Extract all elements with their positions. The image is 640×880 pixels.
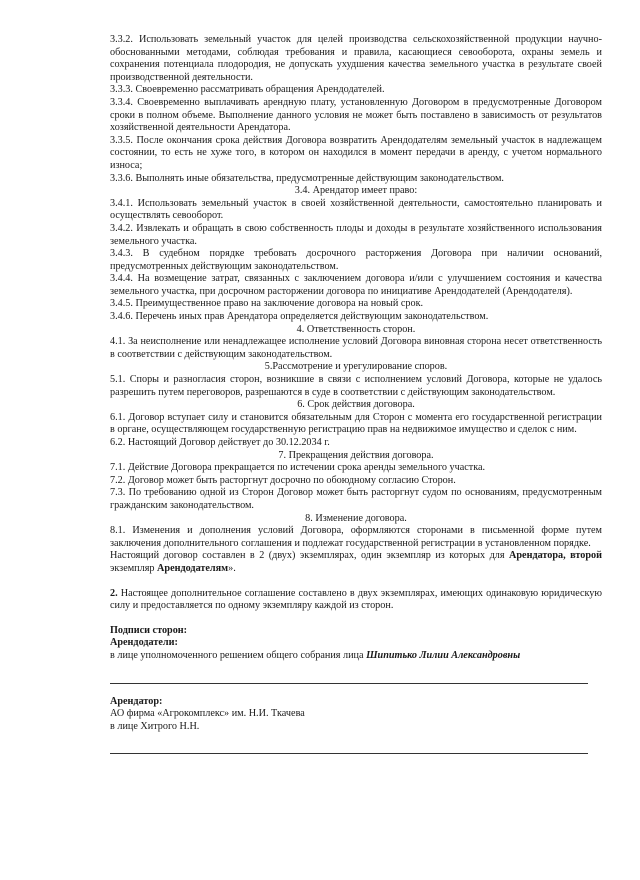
heading-5: 5.Рассмотрение и урегулирование споров.: [264, 361, 448, 373]
lessors-text: в лице уполномоченного решением общего собрания лица: [110, 649, 367, 661]
copies-paragraph: [110, 550, 602, 575]
document-page: [110, 34, 602, 754]
spacer: [110, 613, 602, 625]
clause-3-3-6: 3.3.6. Выполнять иные обязательства, предусмотренные действующим законодательством.: [110, 172, 504, 184]
spacer: [110, 576, 602, 588]
lessee-rep: в лице Хитрого Н.Н.: [110, 720, 200, 732]
clause-4-1: 4.1. За неисполнение или ненадлежащее исполнение условий Договора виновная сторона несет ответственность в соответствии с действующим законодательством.: [110, 336, 602, 360]
clause-3-4-3: 3.4.3. В судебном порядке требовать досрочного расторжения Договора при наличии оснований, предусмотренных действующим законодательством.: [110, 248, 602, 272]
clause-3-4-2: 3.4.2. Извлекать и обращать в свою собственность плоды и доходы в результате хозяйственного использования земельного участка.: [110, 222, 602, 247]
clause-3-3-4: 3.3.4. Своевременно выплачивать арендную плату, установленную Договором в предусмотренные Договором сроки в полном объеме. Выполнение данного условия не может быть поставлено в зависимость от результатов хозяйственной деятельности Арендатора.: [110, 96, 602, 134]
copies-bold-lessee: Арендатора, второй: [509, 550, 603, 562]
signature-line-lessee: [110, 753, 588, 754]
clause-3-3-2: 3.3.2. Использовать земельный участок для целей производства сельскохозяйственной продукции научно-обоснованными методами, соблюдая требования и правила, касающиеся севооборота, охраны земель и сохранения потенциала плодородия, не допускать ухудшения качества земельного участка в результате своей производственной деятельности.: [110, 34, 602, 83]
copies-lead: Настоящий договор составлен в 2 (двух) экземплярах, один экземпляр из которых для: [110, 550, 505, 562]
copies-end: ».: [228, 562, 236, 574]
clause-3-3-3: 3.3.3. Своевременно рассматривать обращения Арендодателей.: [110, 84, 385, 96]
clause-3-4-4: 3.4.4. На возмещение затрат, связанных с заключением договора и/или с улучшением состояния и качества земельного участка, при досрочном расторжении договора по инициативе Арендодателей (Арендодателя).: [110, 273, 602, 297]
heading-6: 6. Срок действия договора.: [297, 399, 415, 411]
clause-2-number: 2.: [110, 587, 118, 599]
clause-8-1: 8.1. Изменения и дополнения условий Договора, оформляются сторонами в письменной форме путем заключения дополнительного соглашения и подлежат государственной регистрации в установленном порядке.: [110, 525, 602, 549]
clause-6-2: 6.2. Настоящий Договор действует до 30.12.2034 г.: [110, 437, 330, 448]
copies-bold-lessors: Арендодателям: [157, 562, 229, 574]
clause-6-1: 6.1. Договор вступает силу и становится обязательным для Сторон с момента его государственной регистрации в органе, осуществляющем государственную регистрацию прав на недвижимое имущество и сделок с ним.: [110, 411, 602, 436]
clause-5-1: 5.1. Споры и разногласия сторон, возникшие в связи с исполнением условий Договора, которые не удалось разрешить путем переговоров, разрешаются в суде в соответствии с действующим законодательством.: [110, 374, 602, 398]
heading-7: 7. Прекращения действия договора.: [278, 449, 434, 461]
heading-8: 8. Изменение договора.: [305, 512, 407, 524]
lessors-name: Шипитько Лилии Александровны: [366, 649, 521, 661]
heading-3-4: 3.4. Арендатор имеет право:: [294, 185, 418, 197]
lessors-label: Арендодатели:: [110, 637, 178, 649]
signatures-heading: Подписи сторон:: [110, 624, 188, 636]
clause-7-2: 7.2. Договор может быть расторгнут досрочно по обоюдному согласию Сторон.: [110, 474, 456, 486]
clause-2-text: Настоящее дополнительное соглашение составлено в двух экземплярах, имеющих одинаковую юридическую силу и предоставляется по одному экземпляру каждой из сторон.: [110, 587, 602, 612]
clause-2: [110, 588, 602, 613]
clause-3-4-6: 3.4.6. Перечень иных прав Арендатора определяется действующим законодательством.: [110, 311, 489, 323]
copies-mid: экземпляр: [110, 562, 158, 574]
lessee-org: АО фирма «Агрокомплекс» им. Н.И. Ткачева: [110, 708, 305, 720]
clause-3-4-5: 3.4.5. Преимущественное право на заключение договора на новый срок.: [110, 298, 424, 310]
clause-3-4-1: 3.4.1. Использовать земельный участок в своей хозяйственной деятельности, самостоятельно планировать и осуществлять севооборот.: [110, 197, 602, 222]
clause-7-3: 7.3. По требованию одной из Сторон Договор может быть расторгнут судом по основаниям, предусмотренным гражданским законодательством.: [110, 487, 602, 511]
heading-4: 4. Ответственность сторон.: [296, 323, 416, 335]
lessors-line: [110, 650, 602, 663]
clause-7-1: 7.1. Действие Договора прекращается по истечении срока аренды земельного участка.: [110, 462, 486, 474]
spacer: [110, 684, 602, 696]
clause-3-3-5: 3.3.5. После окончания срока действия Договора возвратить Арендодателям земельный участок в надлежащем состоянии, то есть не хуже того, в котором он находился в момент передачи в аренду, с учетом нормального износа;: [110, 134, 602, 171]
lessee-label: Арендатор:: [110, 695, 163, 707]
